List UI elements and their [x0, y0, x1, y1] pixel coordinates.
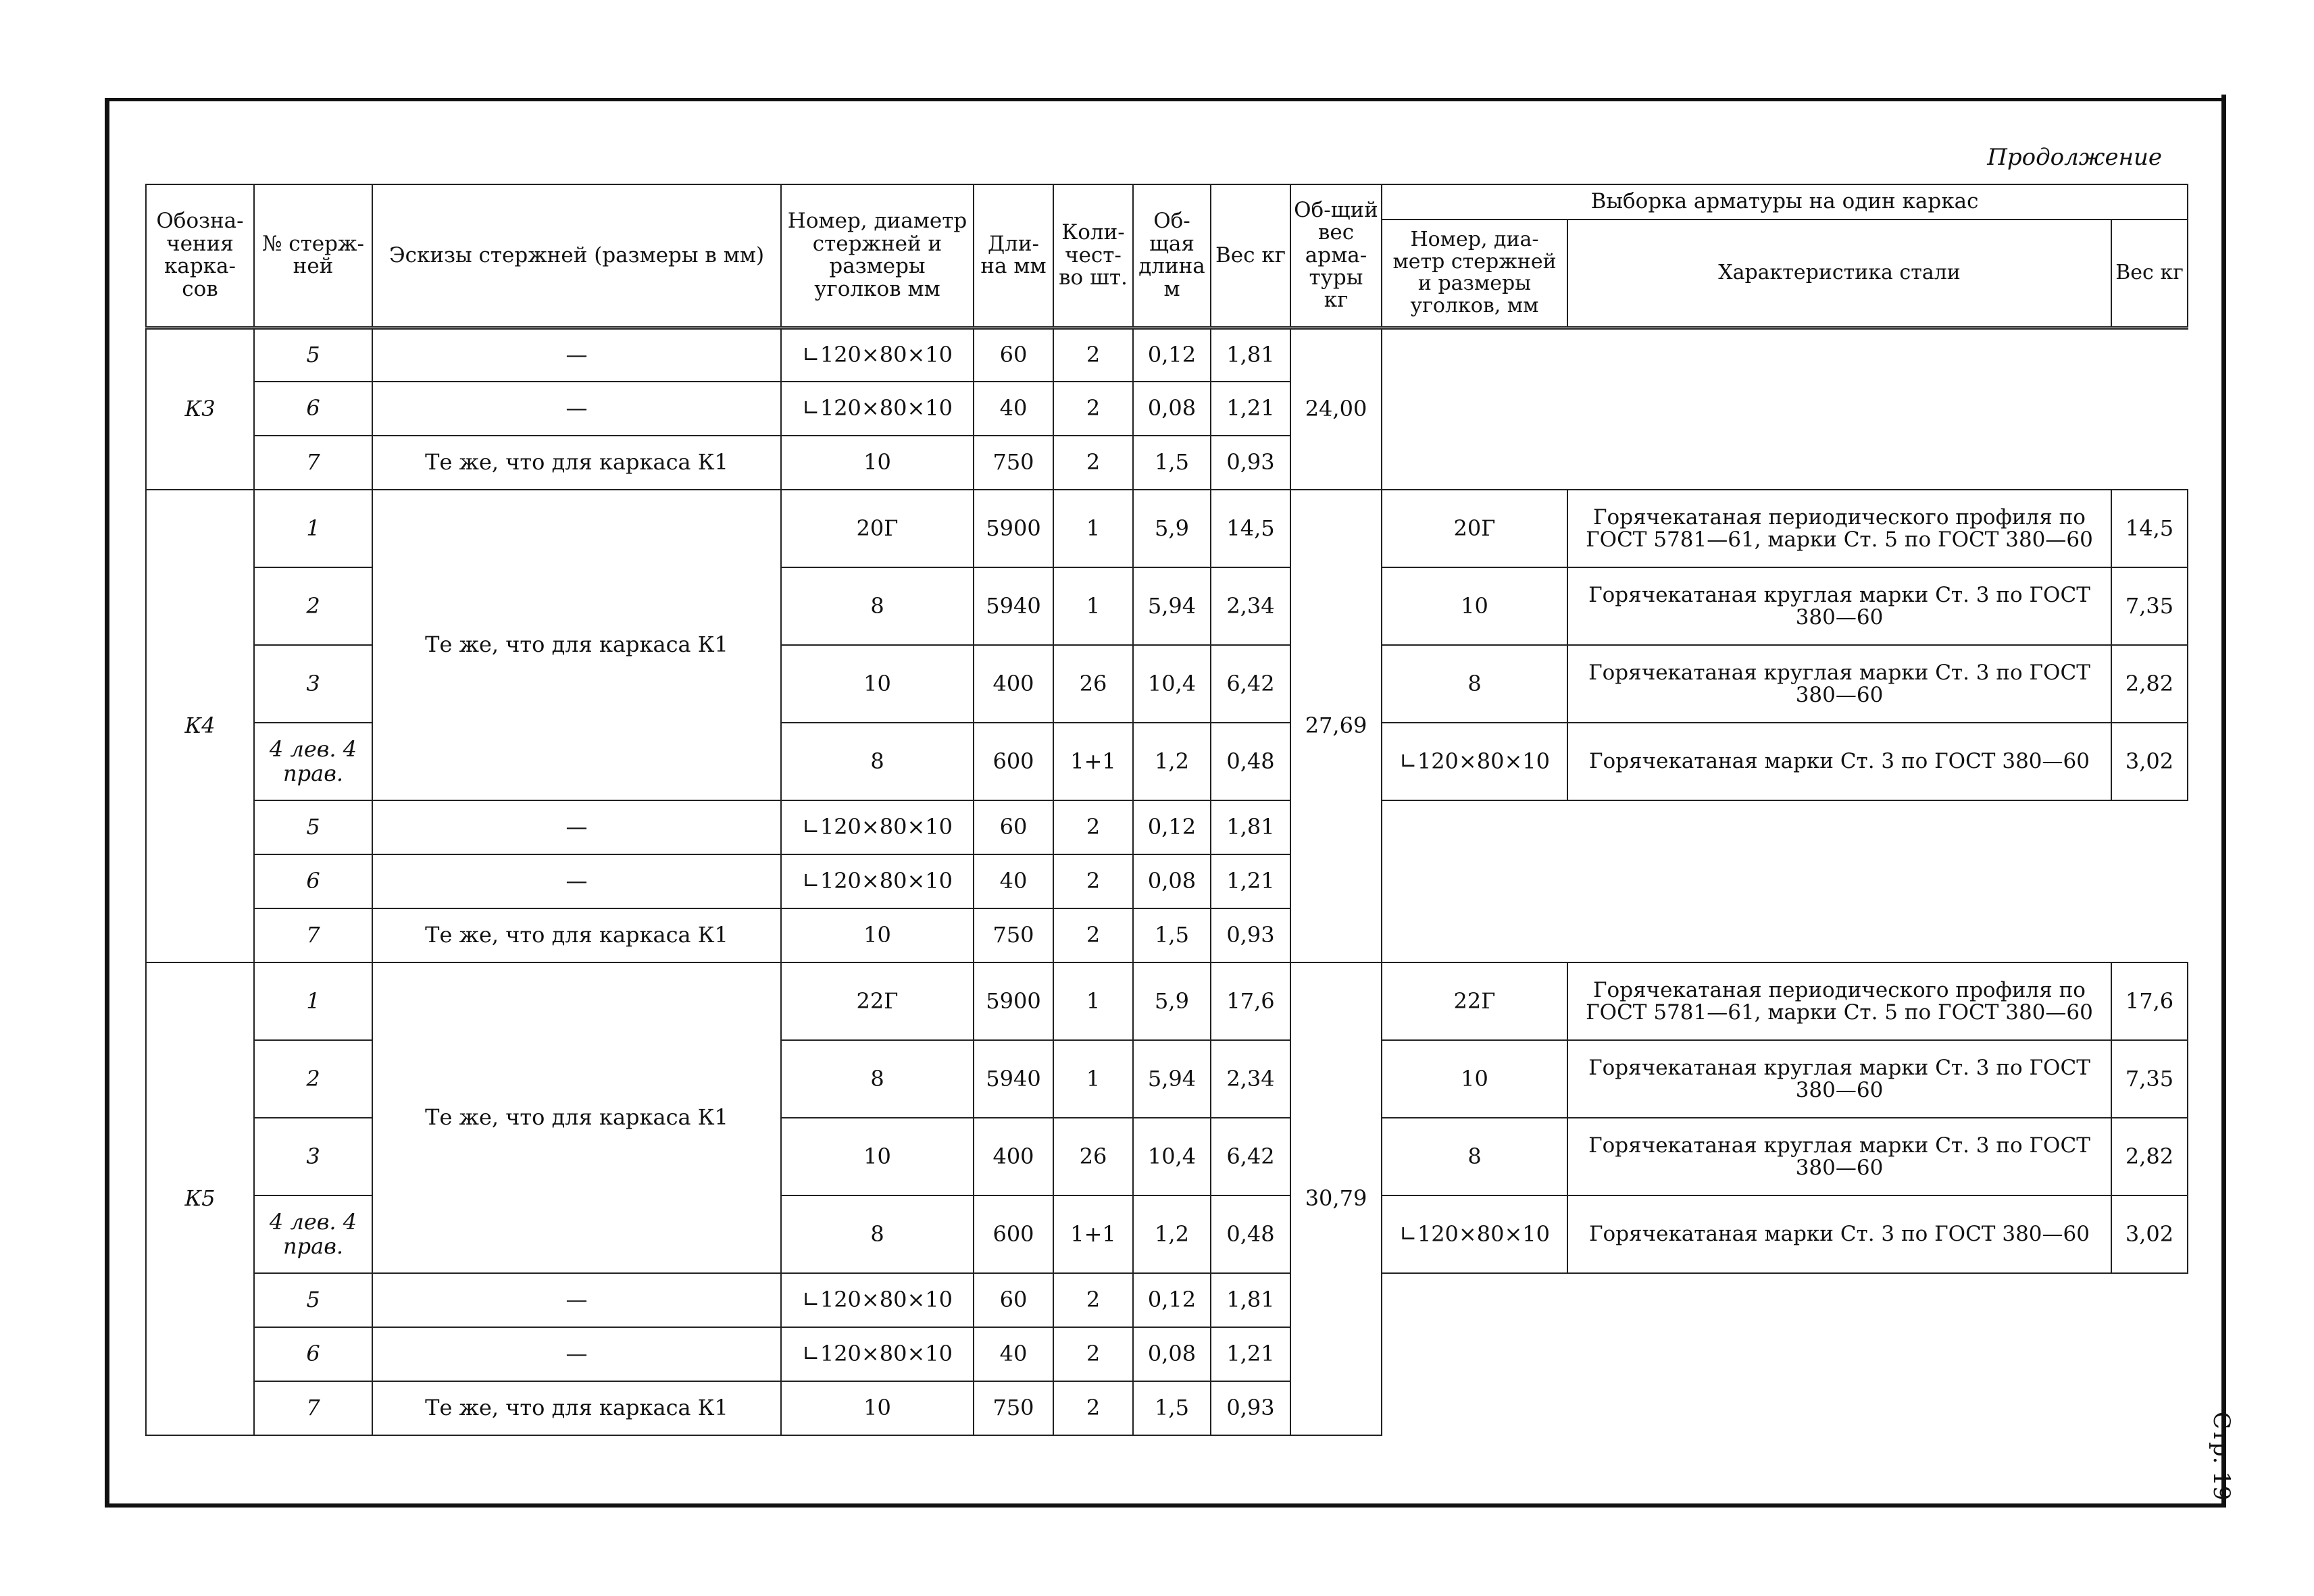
- header-bar-number: № стерж-ней: [254, 184, 372, 328]
- steel-characteristic: Горячекатаная круглая марки Ст. 3 по ГОСТ 380—60: [1567, 645, 2111, 723]
- sketch: Те же, что для каркаса К1: [372, 908, 781, 962]
- selection-weight: 2,82: [2111, 1118, 2188, 1195]
- quantity: 2: [1053, 1273, 1133, 1327]
- bar-number: 1: [254, 490, 372, 567]
- length: 400: [974, 645, 1053, 723]
- page-frame-right: [2221, 95, 2226, 1508]
- header-steel-characteristic: Характеристика стали: [1567, 220, 2111, 328]
- weight: 0,93: [1211, 436, 1290, 490]
- blank-cell: [1382, 1273, 2188, 1435]
- total-length: 0,12: [1133, 800, 1211, 854]
- weight: 0,93: [1211, 908, 1290, 962]
- weight: 6,42: [1211, 645, 1290, 723]
- table-row: [146, 962, 2188, 1040]
- bar-number: 6: [254, 854, 372, 908]
- bar-spec: 10: [781, 908, 974, 962]
- bar-number: 5: [254, 328, 372, 382]
- bar-spec: 22Г: [781, 962, 974, 1040]
- table-row: [146, 1273, 2188, 1327]
- header-selection-number: Номер, диа-метр стержней и размеры уголков, мм: [1382, 220, 1567, 328]
- header-number: Номер, диаметр стержней и размеры уголков мм: [781, 184, 974, 328]
- frame-label: К3: [146, 328, 254, 490]
- total-length: 1,2: [1133, 1195, 1211, 1273]
- steel-characteristic: Горячекатаная круглая марки Ст. 3 по ГОСТ 380—60: [1567, 1118, 2111, 1195]
- weight: 1,81: [1211, 1273, 1290, 1327]
- table-row: [146, 800, 2188, 854]
- quantity: 26: [1053, 1118, 1133, 1195]
- bar-number: 1: [254, 962, 372, 1040]
- bar-spec: ∟120×80×10: [781, 328, 974, 382]
- bar-spec: ∟120×80×10: [781, 1327, 974, 1381]
- page-frame-top: [105, 98, 2226, 101]
- sketch: —: [372, 800, 781, 854]
- selection-weight: 7,35: [2111, 567, 2188, 645]
- bar-number: 5: [254, 1273, 372, 1327]
- bar-spec: 20Г: [781, 490, 974, 567]
- bar-number: 3: [254, 1118, 372, 1195]
- continuation-label: Продолжение: [1987, 144, 2162, 171]
- quantity: 1: [1053, 962, 1133, 1040]
- blank-cell: [1382, 800, 2188, 962]
- sketch: —: [372, 854, 781, 908]
- selection-number: ∟120×80×10: [1382, 1195, 1567, 1273]
- selection-number: 8: [1382, 1118, 1567, 1195]
- header-selection: Выборка арматуры на один каркас: [1382, 184, 2188, 220]
- bar-spec: 10: [781, 436, 974, 490]
- sketch: —: [372, 328, 781, 382]
- bar-spec: ∟120×80×10: [781, 854, 974, 908]
- quantity: 1+1: [1053, 1195, 1133, 1273]
- length: 750: [974, 436, 1053, 490]
- reinforcement-table: [145, 184, 2188, 1436]
- sketch: Те же, что для каркаса К1: [372, 1381, 781, 1435]
- bar-number: 4 лев. 4 прав.: [254, 723, 372, 800]
- bar-number: 6: [254, 382, 372, 436]
- selection-number: 8: [1382, 645, 1567, 723]
- table-row: [146, 490, 2188, 567]
- quantity: 2: [1053, 1381, 1133, 1435]
- selection-weight: 14,5: [2111, 490, 2188, 567]
- sketch: Те же, что для каркаса К1: [372, 436, 781, 490]
- total-length: 0,08: [1133, 854, 1211, 908]
- quantity: 1: [1053, 490, 1133, 567]
- quantity: 2: [1053, 382, 1133, 436]
- total-length: 0,12: [1133, 1273, 1211, 1327]
- header-length: Дли-на мм: [974, 184, 1053, 328]
- selection-number: ∟120×80×10: [1382, 723, 1567, 800]
- weight: 1,81: [1211, 328, 1290, 382]
- length: 750: [974, 908, 1053, 962]
- selection-number: 10: [1382, 567, 1567, 645]
- bar-number: 7: [254, 436, 372, 490]
- header-designation: Обозна-чения карка-сов: [146, 184, 254, 328]
- bar-number: 7: [254, 908, 372, 962]
- bar-number: 2: [254, 567, 372, 645]
- total-length: 10,4: [1133, 1118, 1211, 1195]
- length: 60: [974, 328, 1053, 382]
- selection-weight: 3,02: [2111, 1195, 2188, 1273]
- total-length: 1,2: [1133, 723, 1211, 800]
- frame-total-weight: 30,79: [1290, 962, 1382, 1435]
- total-length: 10,4: [1133, 645, 1211, 723]
- length: 60: [974, 800, 1053, 854]
- bar-spec: ∟120×80×10: [781, 1273, 974, 1327]
- steel-characteristic: Горячекатаная круглая марки Ст. 3 по ГОСТ 380—60: [1567, 1040, 2111, 1118]
- steel-characteristic: Горячекатаная круглая марки Ст. 3 по ГОСТ 380—60: [1567, 567, 2111, 645]
- quantity: 2: [1053, 436, 1133, 490]
- quantity: 2: [1053, 908, 1133, 962]
- page-frame-left: [105, 98, 109, 1506]
- weight: 14,5: [1211, 490, 1290, 567]
- weight: 0,93: [1211, 1381, 1290, 1435]
- quantity: 2: [1053, 328, 1133, 382]
- steel-characteristic: Горячекатаная периодического профиля по ГОСТ 5781—61, марки Ст. 5 по ГОСТ 380—60: [1567, 962, 2111, 1040]
- selection-weight: 2,82: [2111, 645, 2188, 723]
- bar-number: 4 лев. 4 прав.: [254, 1195, 372, 1273]
- header-sketch: Эскизы стержней (размеры в мм): [372, 184, 781, 328]
- length: 5940: [974, 567, 1053, 645]
- weight: 17,6: [1211, 962, 1290, 1040]
- selection-weight: 3,02: [2111, 723, 2188, 800]
- total-length: 0,08: [1133, 382, 1211, 436]
- selection-number: 22Г: [1382, 962, 1567, 1040]
- selection-weight: 7,35: [2111, 1040, 2188, 1118]
- sketch: —: [372, 1273, 781, 1327]
- page-frame-bottom: [105, 1503, 2226, 1508]
- table-row: [146, 328, 2188, 382]
- weight: 1,21: [1211, 1327, 1290, 1381]
- length: 5900: [974, 962, 1053, 1040]
- sketch: Те же, что для каркаса К1: [372, 490, 781, 800]
- total-length: 1,5: [1133, 908, 1211, 962]
- total-length: 5,94: [1133, 567, 1211, 645]
- quantity: 1: [1053, 567, 1133, 645]
- length: 750: [974, 1381, 1053, 1435]
- steel-characteristic: Горячекатаная марки Ст. 3 по ГОСТ 380—60: [1567, 1195, 2111, 1273]
- quantity: 1: [1053, 1040, 1133, 1118]
- bar-spec: ∟120×80×10: [781, 800, 974, 854]
- length: 40: [974, 382, 1053, 436]
- length: 5900: [974, 490, 1053, 567]
- frame-label: К4: [146, 490, 254, 962]
- quantity: 2: [1053, 800, 1133, 854]
- length: 600: [974, 723, 1053, 800]
- frame-total-weight: 27,69: [1290, 490, 1382, 962]
- selection-number: 10: [1382, 1040, 1567, 1118]
- steel-characteristic: Горячекатаная периодического профиля по ГОСТ 5781—61, марки Ст. 5 по ГОСТ 380—60: [1567, 490, 2111, 567]
- bar-number: 2: [254, 1040, 372, 1118]
- bar-number: 7: [254, 1381, 372, 1435]
- sketch: —: [372, 382, 781, 436]
- weight: 1,21: [1211, 382, 1290, 436]
- length: 400: [974, 1118, 1053, 1195]
- total-length: 5,94: [1133, 1040, 1211, 1118]
- bar-spec: 8: [781, 567, 974, 645]
- total-length: 1,5: [1133, 1381, 1211, 1435]
- quantity: 1+1: [1053, 723, 1133, 800]
- steel-characteristic: Горячекатаная марки Ст. 3 по ГОСТ 380—60: [1567, 723, 2111, 800]
- quantity: 26: [1053, 645, 1133, 723]
- bar-spec: 10: [781, 1381, 974, 1435]
- weight: 2,34: [1211, 1040, 1290, 1118]
- total-length: 0,12: [1133, 328, 1211, 382]
- frame-total-weight: 24,00: [1290, 328, 1382, 490]
- bar-spec: 8: [781, 1195, 974, 1273]
- selection-number: 20Г: [1382, 490, 1567, 567]
- sketch: —: [372, 1327, 781, 1381]
- bar-spec: 8: [781, 1040, 974, 1118]
- header-selection-weight: Вес кг: [2111, 220, 2188, 328]
- weight: 0,48: [1211, 723, 1290, 800]
- quantity: 2: [1053, 1327, 1133, 1381]
- bar-number: 5: [254, 800, 372, 854]
- length: 600: [974, 1195, 1053, 1273]
- total-length: 5,9: [1133, 962, 1211, 1040]
- sketch: Те же, что для каркаса К1: [372, 962, 781, 1273]
- blank-cell: [1382, 328, 2188, 490]
- weight: 2,34: [1211, 567, 1290, 645]
- weight: 1,81: [1211, 800, 1290, 854]
- length: 40: [974, 854, 1053, 908]
- weight: 6,42: [1211, 1118, 1290, 1195]
- total-length: 0,08: [1133, 1327, 1211, 1381]
- header-total-length: Об-щая длина м: [1133, 184, 1211, 328]
- selection-weight: 17,6: [2111, 962, 2188, 1040]
- bar-spec: 10: [781, 1118, 974, 1195]
- bar-spec: ∟120×80×10: [781, 382, 974, 436]
- length: 40: [974, 1327, 1053, 1381]
- header-total-weight: Об-щий вес арма-туры кг: [1290, 184, 1382, 328]
- total-length: 5,9: [1133, 490, 1211, 567]
- weight: 0,48: [1211, 1195, 1290, 1273]
- weight: 1,21: [1211, 854, 1290, 908]
- bar-number: 3: [254, 645, 372, 723]
- header-weight: Вес кг: [1211, 184, 1290, 328]
- bar-number: 6: [254, 1327, 372, 1381]
- length: 5940: [974, 1040, 1053, 1118]
- bar-spec: 10: [781, 645, 974, 723]
- length: 60: [974, 1273, 1053, 1327]
- frame-label: К5: [146, 962, 254, 1435]
- page-number: Стр. 19: [2208, 1412, 2235, 1501]
- header-quantity: Коли-чест-во шт.: [1053, 184, 1133, 328]
- bar-spec: 8: [781, 723, 974, 800]
- quantity: 2: [1053, 854, 1133, 908]
- total-length: 1,5: [1133, 436, 1211, 490]
